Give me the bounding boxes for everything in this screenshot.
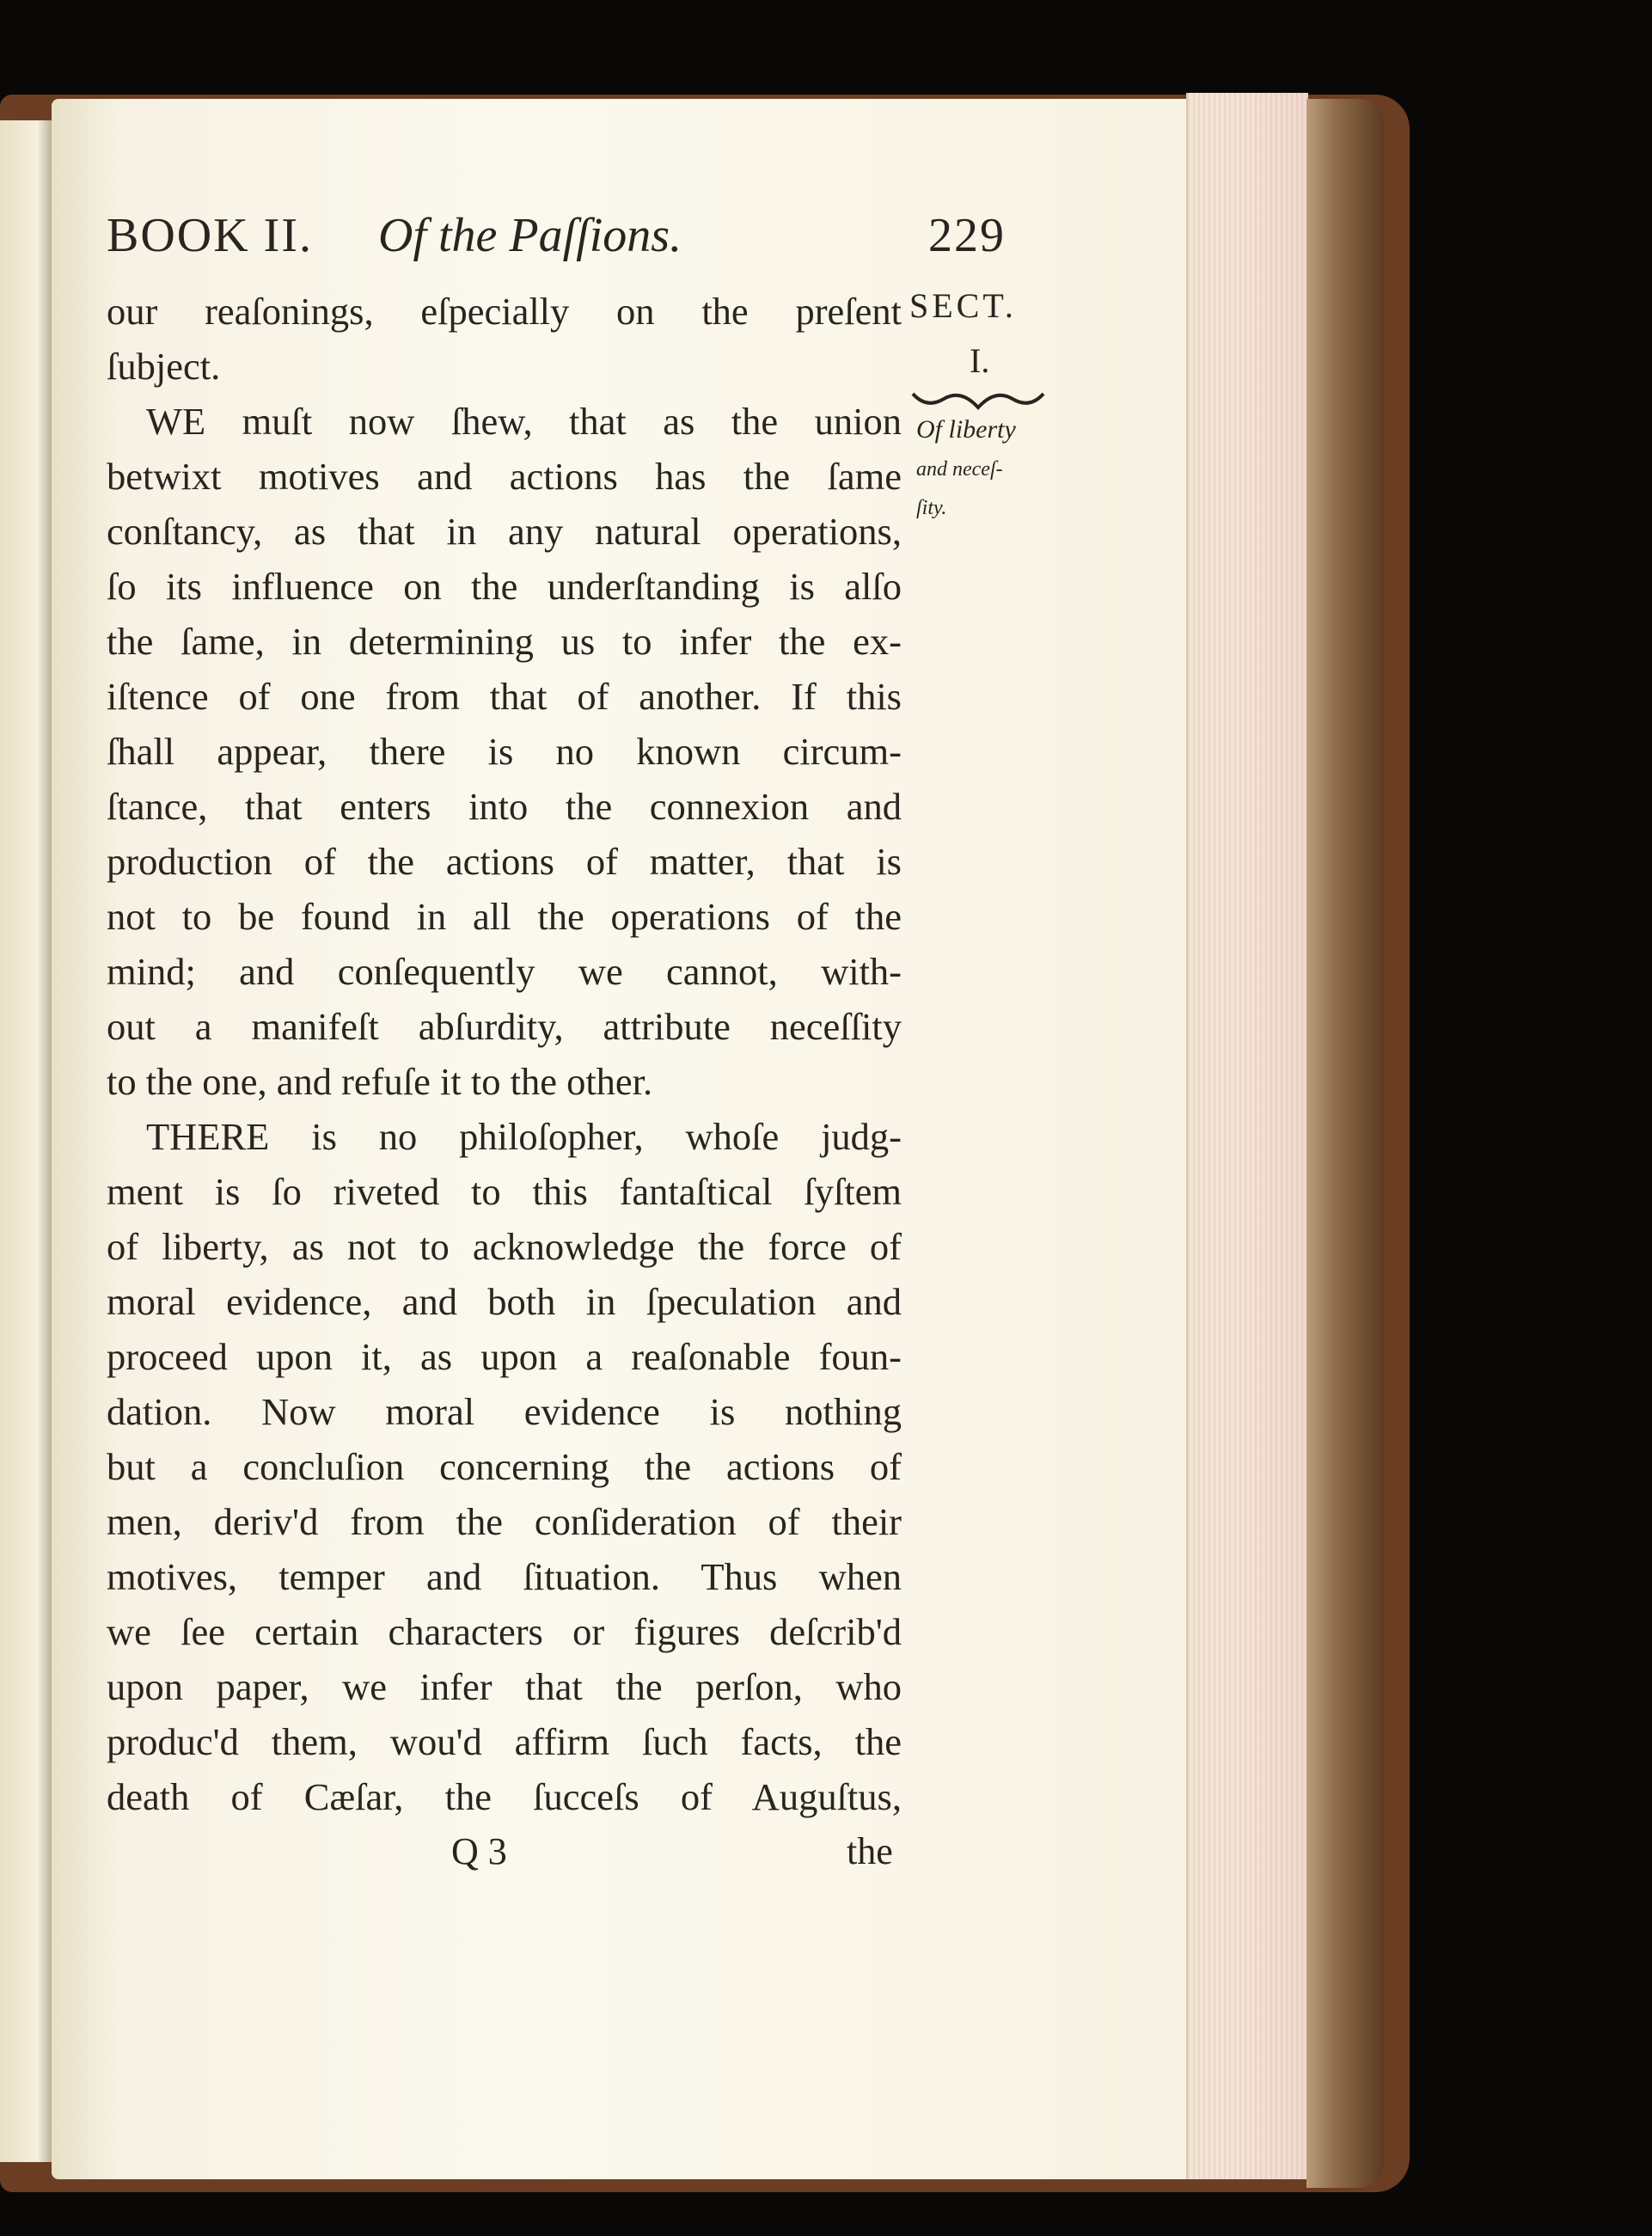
- body-line: we ſee certain characters or figures deſcrib'd: [107, 1610, 902, 1653]
- running-head-book: BOOK II.: [107, 209, 313, 262]
- signature-mark: Q 3: [451, 1830, 507, 1872]
- body-line: but a concluſion concerning the actions of: [107, 1445, 902, 1488]
- body-line: out a manifeſt abſurdity, attribute neceſſity: [107, 1005, 902, 1048]
- body-line: moral evidence, and both in ſpeculation and: [107, 1280, 902, 1323]
- body-line: death of Cæſar, the ſucceſs of Auguſtus,: [107, 1775, 902, 1818]
- body-line: conſtancy, as that in any natural operations,: [107, 510, 902, 553]
- page-fore-edge: [1186, 93, 1308, 2179]
- page-number: 229: [928, 209, 1006, 262]
- body-line: WE muſt now ſhew, that as the union: [146, 400, 902, 443]
- section-number: I.: [970, 341, 990, 380]
- body-line: the ſame, in determining us to infer the ex-: [107, 620, 902, 663]
- body-line: not to be found in all the operations of the: [107, 895, 902, 938]
- body-line: ſtance, that enters into the connexion and: [107, 785, 902, 828]
- facing-page-edge: [0, 120, 56, 2162]
- body-line: to the one, and refuſe it to the other.: [107, 1060, 653, 1103]
- margin-note-line: Of liberty: [916, 415, 1016, 444]
- body-line: iſtence of one from that of another. If this: [107, 675, 902, 718]
- body-line: THERE is no philoſopher, whoſe judg-: [146, 1115, 902, 1158]
- margin-note-line: ſity.: [916, 497, 947, 519]
- body-line: dation. Now moral evidence is nothing: [107, 1390, 902, 1433]
- catchword: the: [847, 1830, 893, 1872]
- section-label: SECT.: [909, 286, 1017, 325]
- body-line: proceed upon it, as upon a reaſonable foun-: [107, 1335, 902, 1378]
- binding-edge: [1306, 99, 1384, 2188]
- margin-note-line: and neceſ-: [916, 458, 1003, 481]
- body-line: ſo its influence on the underſtanding is alſo: [107, 565, 902, 608]
- body-line: our reaſonings, eſpecially on the preſent: [107, 290, 902, 333]
- body-line: motives, temper and ſituation. Thus when: [107, 1555, 902, 1598]
- running-head-title: Of the Paſſions.: [378, 209, 682, 262]
- body-line: of liberty, as not to acknowledge the force of: [107, 1225, 902, 1268]
- body-line: ſhall appear, there is no known circum-: [107, 730, 902, 773]
- body-line: ment is ſo riveted to this fantaſtical ſyſtem: [107, 1170, 902, 1213]
- body-line: ſubject.: [107, 345, 221, 388]
- body-line: mind; and conſequently we cannot, with-: [107, 950, 902, 993]
- body-line: betwixt motives and actions has the ſame: [107, 455, 902, 498]
- body-line: men, deriv'd from the conſideration of their: [107, 1500, 902, 1543]
- body-line: production of the actions of matter, that is: [107, 840, 902, 883]
- body-line: produc'd them, wou'd affirm ſuch facts, the: [107, 1720, 902, 1763]
- body-line: upon paper, we infer that the perſon, who: [107, 1665, 902, 1708]
- brace-ornament: [909, 385, 1047, 420]
